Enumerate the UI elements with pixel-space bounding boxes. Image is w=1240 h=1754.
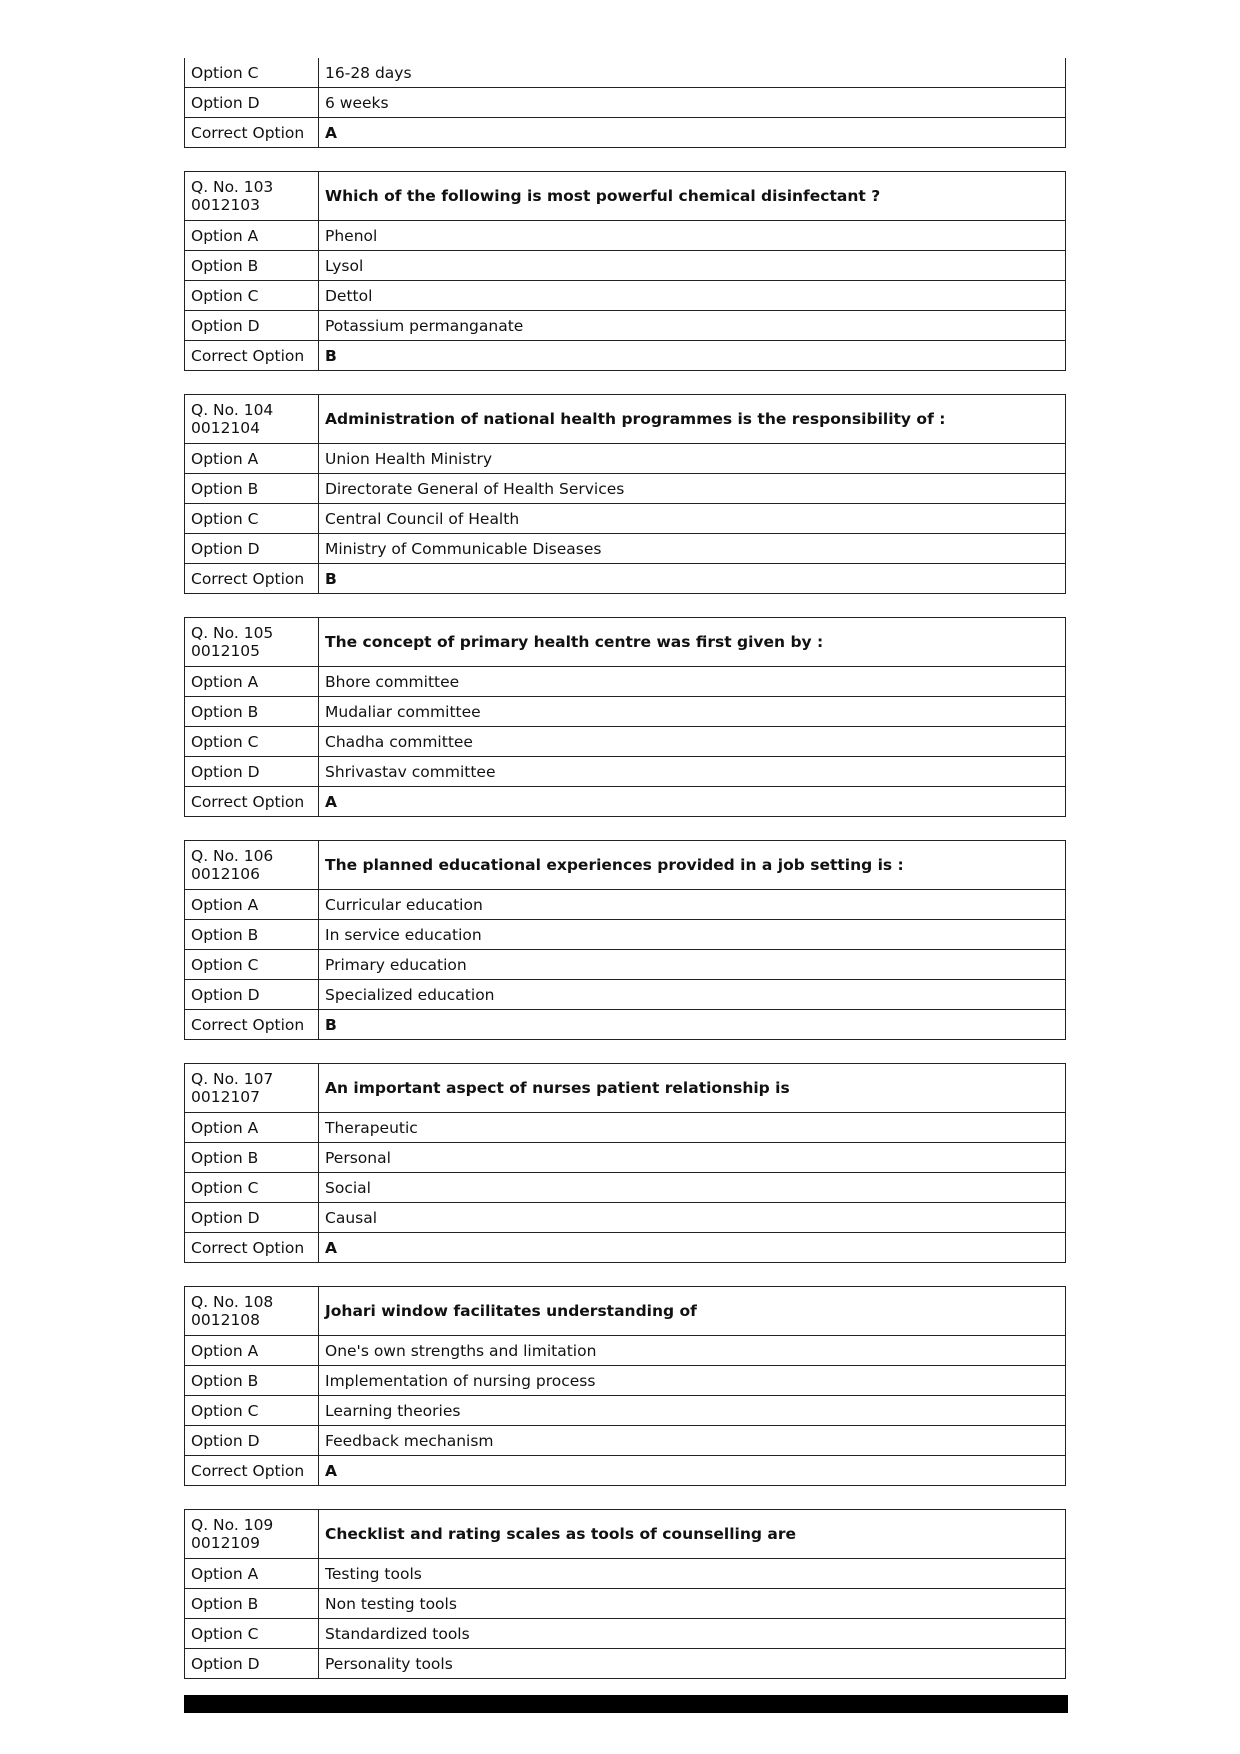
option-row [185,534,1066,564]
option-label: Option A [185,890,319,920]
option-row [185,1173,1066,1203]
correct-option-label: Correct Option [185,1233,319,1263]
option-label: Option D [185,1649,319,1679]
question-number [185,618,319,667]
option-value: Bhore committee [319,667,1066,697]
option-label: Option C [185,1396,319,1426]
correct-option-label: Correct Option [185,564,319,594]
option-row [185,504,1066,534]
question-table-109 [184,1509,1066,1679]
correct-option-row [185,118,1066,148]
question-text: Administration of national health programmes is the responsibility of : [319,395,1066,444]
question-text: Checklist and rating scales as tools of counselling are [319,1510,1066,1559]
question-header-row [185,841,1066,890]
option-label: Option A [185,221,319,251]
option-value: Chadha committee [319,727,1066,757]
question-header-row [185,1287,1066,1336]
option-label: Option B [185,251,319,281]
question-number [185,172,319,221]
option-label: Option D [185,1203,319,1233]
question-header-row [185,1064,1066,1113]
question-table-108 [184,1286,1066,1486]
option-label: Option A [185,1336,319,1366]
correct-option-value: A [319,787,1066,817]
option-row [185,1203,1066,1233]
question-number [185,395,319,444]
question-no: Q. No. 106 [191,847,274,865]
option-value: Testing tools [319,1559,1066,1589]
option-row [185,1336,1066,1366]
option-label: Option C [185,950,319,980]
correct-option-value: A [319,1456,1066,1486]
option-value: Lysol [319,251,1066,281]
correct-option-row [185,341,1066,371]
option-value: Potassium permanganate [319,311,1066,341]
option-value: Non testing tools [319,1589,1066,1619]
option-value: Personality tools [319,1649,1066,1679]
question-table-104 [184,394,1066,594]
option-row [185,1113,1066,1143]
correct-option-row [185,787,1066,817]
question-number [185,1064,319,1113]
question-no: Q. No. 105 [191,624,274,642]
option-row [185,667,1066,697]
question-header-row [185,1510,1066,1559]
option-value: Therapeutic [319,1113,1066,1143]
correct-option-value: A [319,118,1066,148]
question-table-103 [184,171,1066,371]
option-value: Dettol [319,281,1066,311]
option-value: Ministry of Communicable Diseases [319,534,1066,564]
question-text: Johari window facilitates understanding of [319,1287,1066,1336]
question-number [185,841,319,890]
option-label: Option C [185,1619,319,1649]
option-row [185,757,1066,787]
question-text: The planned educational experiences provided in a job setting is : [319,841,1066,890]
question-table-105 [184,617,1066,817]
option-value: Central Council of Health [319,504,1066,534]
correct-option-row [185,1456,1066,1486]
correct-option-value: B [319,564,1066,594]
option-value: Implementation of nursing process [319,1366,1066,1396]
option-row [185,1426,1066,1456]
option-row [185,1559,1066,1589]
option-label: Option D [185,534,319,564]
option-row [185,727,1066,757]
question-code: 0012103 [191,196,261,214]
option-row [185,920,1066,950]
option-row [185,1396,1066,1426]
option-label: Option D [185,311,319,341]
option-row [185,890,1066,920]
option-value: Directorate General of Health Services [319,474,1066,504]
option-label: Option A [185,1559,319,1589]
option-row [185,1589,1066,1619]
option-row [185,980,1066,1010]
option-value: Specialized education [319,980,1066,1010]
option-row [185,474,1066,504]
question-table-107 [184,1063,1066,1263]
question-header-row [185,172,1066,221]
option-row [185,950,1066,980]
option-label: Option D [185,88,319,118]
option-row [185,281,1066,311]
question-no: Q. No. 108 [191,1293,274,1311]
question-header-row [185,395,1066,444]
question-code: 0012106 [191,865,261,883]
option-value: 16-28 days [319,58,1066,88]
option-row [185,58,1066,88]
question-code: 0012108 [191,1311,261,1329]
option-value: Feedback mechanism [319,1426,1066,1456]
question-code: 0012109 [191,1534,261,1552]
correct-option-row [185,564,1066,594]
question-no: Q. No. 104 [191,401,274,419]
correct-option-label: Correct Option [185,341,319,371]
question-text: Which of the following is most powerful chemical disinfectant ? [319,172,1066,221]
correct-option-value: B [319,1010,1066,1040]
correct-option-value: B [319,341,1066,371]
question-code: 0012104 [191,419,261,437]
question-number [185,1510,319,1559]
option-label: Option C [185,727,319,757]
option-row [185,1649,1066,1679]
option-label: Option A [185,1113,319,1143]
option-value: Phenol [319,221,1066,251]
option-label: Option D [185,1426,319,1456]
option-label: Option B [185,1589,319,1619]
option-value: Mudaliar committee [319,697,1066,727]
option-row [185,444,1066,474]
question-code: 0012107 [191,1088,261,1106]
option-value: Personal [319,1143,1066,1173]
option-row [185,251,1066,281]
option-value: Learning theories [319,1396,1066,1426]
option-row [185,311,1066,341]
option-value: Primary education [319,950,1066,980]
question-no: Q. No. 103 [191,178,274,196]
redacted-bar [184,1695,1068,1713]
correct-option-label: Correct Option [185,118,319,148]
option-row [185,221,1066,251]
option-label: Option D [185,980,319,1010]
question-header-row [185,618,1066,667]
correct-option-row [185,1233,1066,1263]
option-label: Option C [185,1173,319,1203]
correct-option-row [185,1010,1066,1040]
option-label: Option B [185,1366,319,1396]
correct-option-label: Correct Option [185,787,319,817]
option-value: Shrivastav committee [319,757,1066,787]
option-label: Option A [185,667,319,697]
option-value: Union Health Ministry [319,444,1066,474]
question-no: Q. No. 109 [191,1516,274,1534]
option-label: Option B [185,474,319,504]
question-number [185,1287,319,1336]
option-value: Social [319,1173,1066,1203]
option-label: Option B [185,920,319,950]
option-label: Option C [185,281,319,311]
correct-option-label: Correct Option [185,1010,319,1040]
option-label: Option A [185,444,319,474]
option-value: In service education [319,920,1066,950]
option-label: Option B [185,1143,319,1173]
question-fragment-table [184,58,1066,148]
question-no: Q. No. 107 [191,1070,274,1088]
option-value: 6 weeks [319,88,1066,118]
option-row [185,1143,1066,1173]
option-label: Option C [185,504,319,534]
option-value: One's own strengths and limitation [319,1336,1066,1366]
option-value: Curricular education [319,890,1066,920]
option-row [185,697,1066,727]
question-text: An important aspect of nurses patient relationship is [319,1064,1066,1113]
correct-option-value: A [319,1233,1066,1263]
option-value: Causal [319,1203,1066,1233]
option-row [185,1366,1066,1396]
option-row [185,1619,1066,1649]
question-text: The concept of primary health centre was first given by : [319,618,1066,667]
option-label: Option B [185,697,319,727]
option-row [185,88,1066,118]
question-list [184,58,1066,1679]
option-label: Option D [185,757,319,787]
option-value: Standardized tools [319,1619,1066,1649]
correct-option-label: Correct Option [185,1456,319,1486]
question-table-106 [184,840,1066,1040]
question-code: 0012105 [191,642,261,660]
option-label: Option C [185,58,319,88]
